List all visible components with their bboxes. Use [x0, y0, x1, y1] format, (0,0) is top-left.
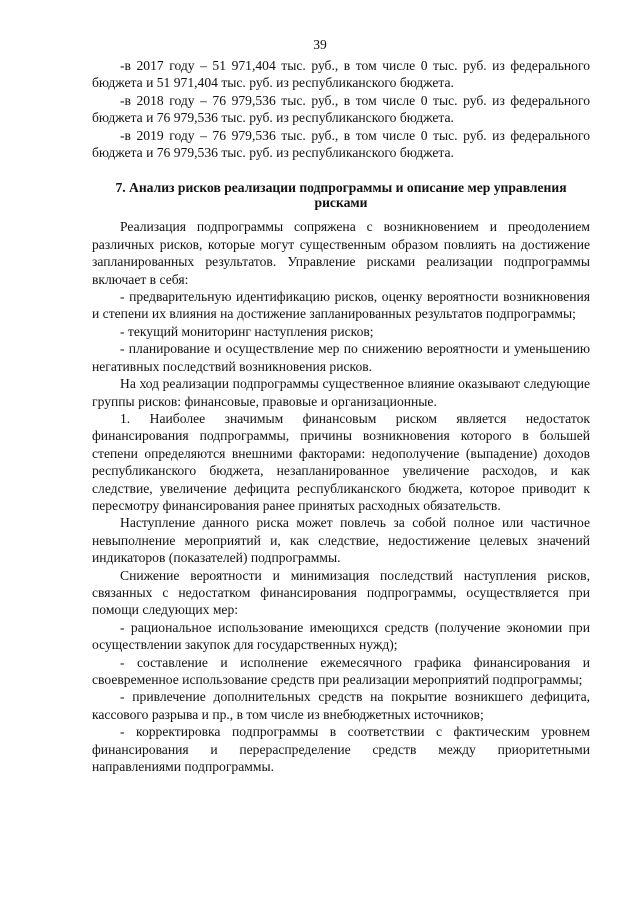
section-heading: 7. Анализ рисков реализации подпрограммы и описание мер управления рисками: [115, 180, 567, 211]
budget-line-2018: -в 2018 году – 76 979,536 тыс. руб., в том числе 0 тыс. руб. из федерального бюджета и 76 979,536 тыс. руб. из республиканского бюджета.: [92, 92, 590, 126]
budget-line-2017: -в 2017 году – 51 971,404 тыс. руб., в том числе 0 тыс. руб. из федерального бюджета и 51 971,404 тыс. руб. из республиканского бюджета.: [92, 58, 590, 91]
list-item-monthly-schedule: - составление и исполнение ежемесячного графика финансирования и своевременное использование средств при реализации мероприятий подпрограммы;: [92, 654, 590, 687]
list-item-identification: - предварительную идентификацию рисков, оценку вероятности возникновения и степени их влияния на достижение запланированных результатов подпрограммы;: [92, 289, 590, 322]
list-item-planning: - планирование и осуществление мер по снижению вероятности и уменьшению негативных последствий возникновения рисков.: [92, 341, 590, 374]
list-item-additional-funds: - привлечение дополнительных средств на покрытие возникшего дефицита, кассового разрыва и пр., в том числе из внебюджетных источников;: [92, 689, 590, 722]
list-item-adjustment: - корректировка подпрограммы в соответствии с фактическим уровнем финансирования и перераспределение средств между приоритетными направлениями подпрограммы.: [92, 724, 590, 775]
page-content: [92, 57, 590, 775]
page-number: 39: [313, 37, 327, 52]
list-item-rational-use: - рациональное использование имеющихся средств (получение экономии при осуществлении закупок для государственных нужд);: [92, 619, 590, 653]
list-item-monitoring: - текущий мониторинг наступления рисков;: [120, 323, 374, 339]
paragraph-risk-consequence: Наступление данного риска может повлечь за собой полное или частичное невыполнение мероприятий и, как следствие, недостижение целевых значений индикаторов (показателей) подпрограммы.: [92, 515, 590, 566]
paragraph-intro: Реализация подпрограммы сопряжена с возникновением и преодолением различных рисков, которые могут существенным образом повлиять на достижение запланированных результатов. Управление рисками реализации подпрограммы включает в себя:: [92, 219, 590, 287]
budget-line-2019: -в 2019 году – 76 979,536 тыс. руб., в том числе 0 тыс. руб. из федерального бюджета и 76 979,536 тыс. руб. из республиканского бюджета.: [92, 127, 590, 161]
paragraph-risk-groups: На ход реализации подпрограммы существенное влияние оказывают следующие группы рисков: финансовые, правовые и организационные.: [92, 376, 590, 409]
paragraph-mitigation-intro: Снижение вероятности и минимизация последствий наступления рисков, связанных с недостатком финансирования подпрограммы, осуществляется при помощи следующих мер:: [92, 567, 590, 618]
paragraph-financial-risk: 1. Наиболее значимым финансовым риском является недостаток финансирования подпрограммы, причины возникновения которого в большей степени определяются внешними факторами: недополучение (выпадение) доходов республиканского бюджета, незапланированное увеличение расходов, и как следствие, увеличение дефицита республиканского бюджета, которое приводит к пересмотру финансирования ранее принятых расходных обязательств.: [92, 410, 590, 513]
